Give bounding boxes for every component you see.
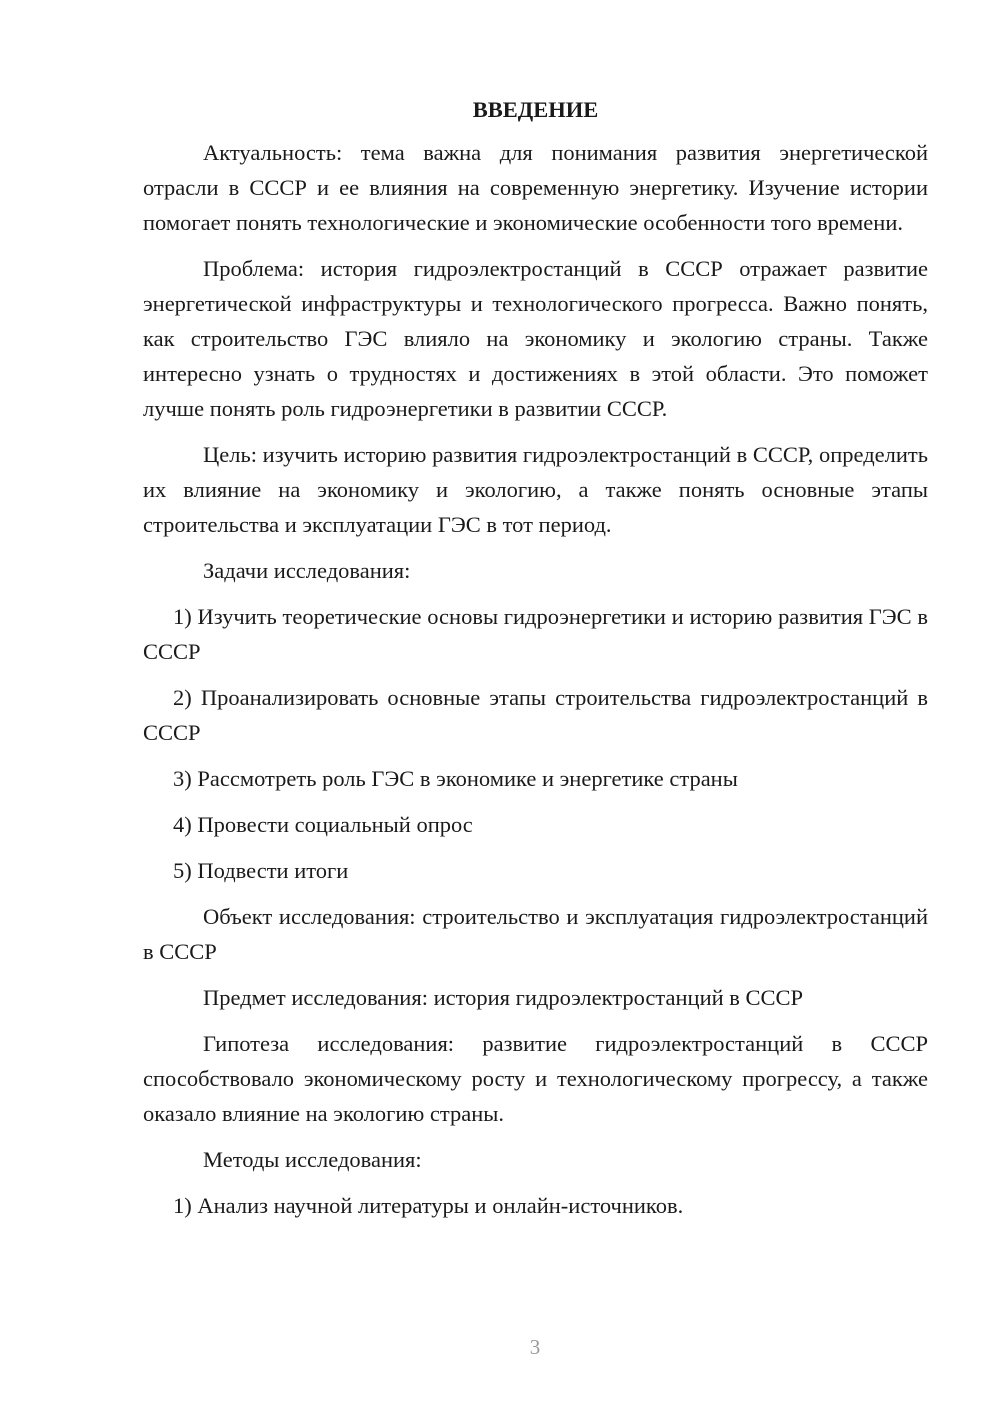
task-item-5: 5) Подвести итоги — [173, 858, 349, 883]
page-number: 3 — [529, 1335, 541, 1359]
paragraph-relevance: Актуальность: тема важна для понимания развития энергетической отрасли в СССР и ее влияния на современную энергетику. Изучение истории помогает понять технологические и экономические особенности того времени. — [143, 140, 928, 235]
task-item-4: 4) Провести социальный опрос — [173, 812, 473, 837]
document-body — [143, 95, 928, 1223]
paragraph-goal: Цель: изучить историю развития гидроэлектростанций в СССР, определить их влияние на экономику и экологию, а также понять основные этапы строительства и эксплуатации ГЭС в тот период. — [143, 442, 928, 537]
task-item-1: 1) Изучить теоретические основы гидроэнергетики и историю развития ГЭС в СССР — [143, 604, 928, 664]
methods-title: Методы исследования: — [203, 1147, 422, 1172]
task-item-2: 2) Проанализировать основные этапы строительства гидроэлектростанций в СССР — [143, 685, 928, 745]
paragraph-object: Объект исследования: строительство и эксплуатация гидроэлектростанций в СССР — [143, 904, 928, 964]
paragraph-subject: Предмет исследования: история гидроэлектростанций в СССР — [203, 985, 804, 1010]
paragraph-problem: Проблема: история гидроэлектростанций в СССР отражает развитие энергетической инфраструктуры и технологического прогресса. Важно понять, как строительство ГЭС влияло на экономику и экологию страны. Также интересно узнать о трудностях и достижениях в этой области. Это поможет лучше понять роль гидроэнергетики в развитии СССР. — [143, 256, 928, 421]
tasks-title: Задачи исследования: — [203, 558, 411, 583]
task-item-3: 3) Рассмотреть роль ГЭС в экономике и энергетике страны — [173, 766, 738, 791]
page-title: ВВЕДЕНИЕ — [472, 97, 599, 122]
method-item-1: 1) Анализ научной литературы и онлайн-источников. — [173, 1193, 684, 1218]
paragraph-hypothesis: Гипотеза исследования: развитие гидроэлектростанций в СССР способствовало экономическому росту и технологическому прогрессу, а также оказало влияние на экологию страны. — [143, 1031, 928, 1126]
